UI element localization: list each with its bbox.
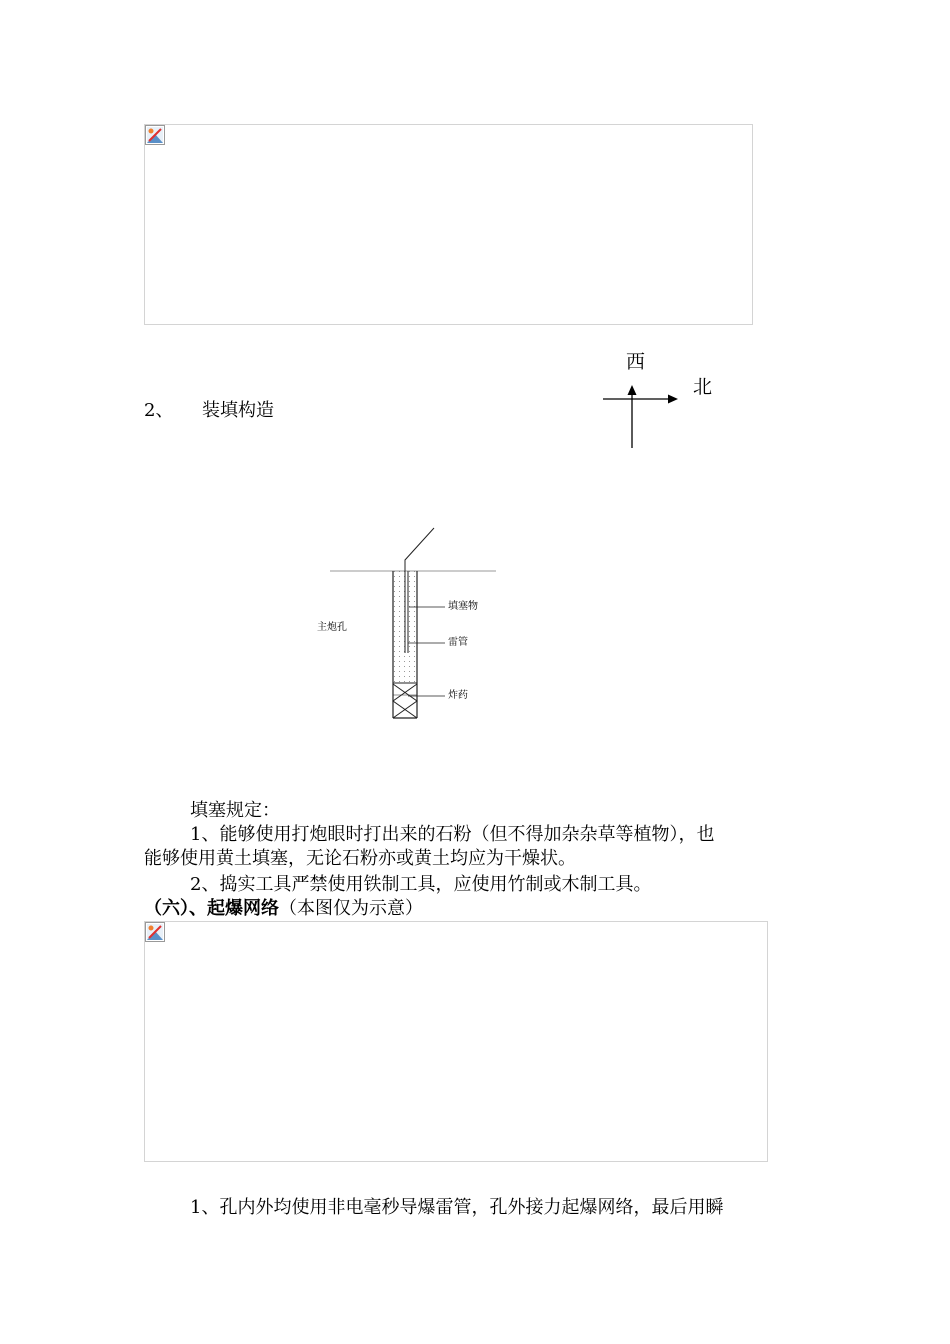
section-2-title: 装填构造 [202,400,274,421]
fill-rule-1-line-2: 能够使用黄土填塞，无论石粉亦或黄土均应为干燥状。 [144,848,576,869]
broken-image-icon [145,922,165,942]
image-placeholder-blast-network [144,921,768,1162]
section-2-number: 2、 [144,400,174,421]
fill-rule-2: 2、捣实工具严禁使用铁制工具，应使用竹制或木制工具。 [190,874,652,895]
section-6-title: （六）、起爆网络 [144,898,279,919]
section-6-note: （本图仅为示意） [279,898,423,919]
compass-north-label: 北 [693,376,713,398]
compass-arrows [598,382,682,452]
section-6-heading [144,898,423,920]
blast-network-para-line-1: 1、孔内外均使用非电毫秒导爆雷管，孔外接力起爆网络，最后用瞬 [190,1197,724,1218]
diagram-explosive-label: 炸药 [448,690,468,701]
diagram-hole-label: 主炮孔 [317,622,347,633]
fill-rule-1-line-1: 1、能够使用打炮眼时打出来的石粉（但不得加杂杂草等植物），也 [190,824,715,845]
diagram-detonator-label: 雷管 [448,637,468,648]
compass-west-label: 西 [626,351,646,373]
broken-image-icon [145,125,165,145]
charging-structure-diagram [328,525,498,725]
fill-rules-heading: 填塞规定： [190,800,280,821]
image-placeholder-top [144,124,753,325]
diagram-fill-label: 填塞物 [448,601,478,612]
